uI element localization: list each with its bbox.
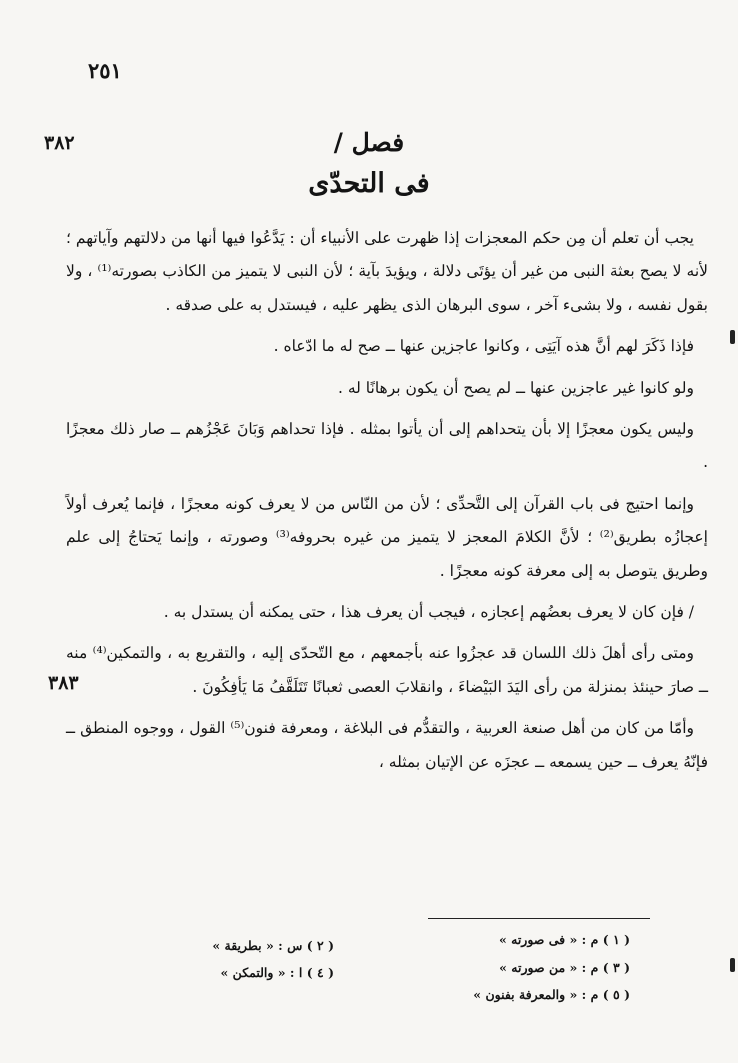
paragraph-4: وليس يكون معجزًا إلا بأن يتحداهم إلى أن يأتوا بمثله . فإذا تحداهم وَبَانَ عَجْزُهم ــ صار ذلك معجزًا .	[66, 420, 708, 472]
section-subtitle: فى التحدّى	[308, 168, 430, 199]
paragraph-7: ومتى رأى أهلَ ذلك اللسان قد عجزُوا عنه بأجمعهم ، مع التّحدّى إليه ، والتقريع به ، والتمكين⁽⁴⁾ منه ــ صارَ حينئذ بمنزلة من رأى اليَدَ البَيْضاءَ ، وانقلابَ العصى ثعبانًا تَتَلَقَّفُ مَا يَأفِكُونَ .	[66, 644, 708, 696]
footnote-2: ( ٢ ) س : « بطريقة »	[212, 938, 334, 953]
paragraph-5: وإنما احتيج فى باب القرآن إلى التَّحدِّى ؛ لأن من النّاس من لا يعرف كونه معجزًا ، فإنما يُعرف أولاً إعجازُه بطريق⁽²⁾ ؛ لأنَّ الكلامَ المعجز لا يتميز من غيره بحروفه⁽³⁾ وصورته ، وإنما يَحتاجُ إلى علم وطريق يتوصل به إلى معرفة كونه معجزًا .	[66, 494, 708, 580]
footnote-4: ( ٤ ) ا : « والتمكن »	[220, 965, 334, 980]
paragraph-8: وأمّا من كان من أهل صنعة العربية ، والتقدُّم فى البلاغة ، ومعرفة فنون⁽⁵⁾ القول ، ووجوه المنطق ــ فإنّهُ يعرف ــ حين يسمعه ــ عجزَه عن الإتيان بمثله ،	[66, 719, 708, 771]
paragraph-6: / فإن كان لا يعرف بعضُهم إعجازه ، فيجب أن يعرف هذا ، حتى يمكنه أن يستدل به .	[163, 603, 694, 622]
section-title: / فصل	[333, 128, 405, 157]
scan-edge-mark-bottom	[730, 958, 735, 972]
margin-mark-top: ٣٨٢	[44, 132, 75, 154]
paragraph-2: فإذا ذَكَرَ لهم أنَّ هذه آيَتِى ، وكانوا عاجزين عنها ــ صح له ما ادّعاه .	[273, 337, 694, 356]
paragraph-3: ولو كانوا غير عاجزين عنها ــ لم يصح أن يكون برهانًا له .	[337, 378, 694, 397]
footnote-5: ( ٥ ) م : « والمعرفة بفنون »	[473, 987, 630, 1002]
paragraph-1: يجب أن تعلم أن مِن حكم المعجزات إذا ظهرت على الأنبياء أن : يَدَّعُوا فيها أنها من دلالتهم وآياتهم ؛ لأنه لا يصح بعثة النبى من غير أن يؤتَى دلالة ، ويؤيدَ بآية ؛ لأن النبى لا يتميز من الكاذب بصورته⁽¹⁾ ، ولا بقول نفسه ، ولا بشىء آخر ، سوى البرهان الذى يظهر عليه ، فيستدل به على صدقه .	[66, 229, 708, 314]
footnote-3: ( ٣ ) م : « من صورته »	[499, 960, 630, 975]
footnote-separator	[428, 918, 650, 919]
scan-edge-mark-top	[730, 330, 735, 344]
page-number: ٢٥١	[88, 58, 122, 83]
margin-mark-middle: ٣٨٣	[48, 672, 79, 694]
footnote-1: ( ١ ) م : « فى صورته »	[498, 932, 630, 947]
body-text	[66, 222, 708, 787]
